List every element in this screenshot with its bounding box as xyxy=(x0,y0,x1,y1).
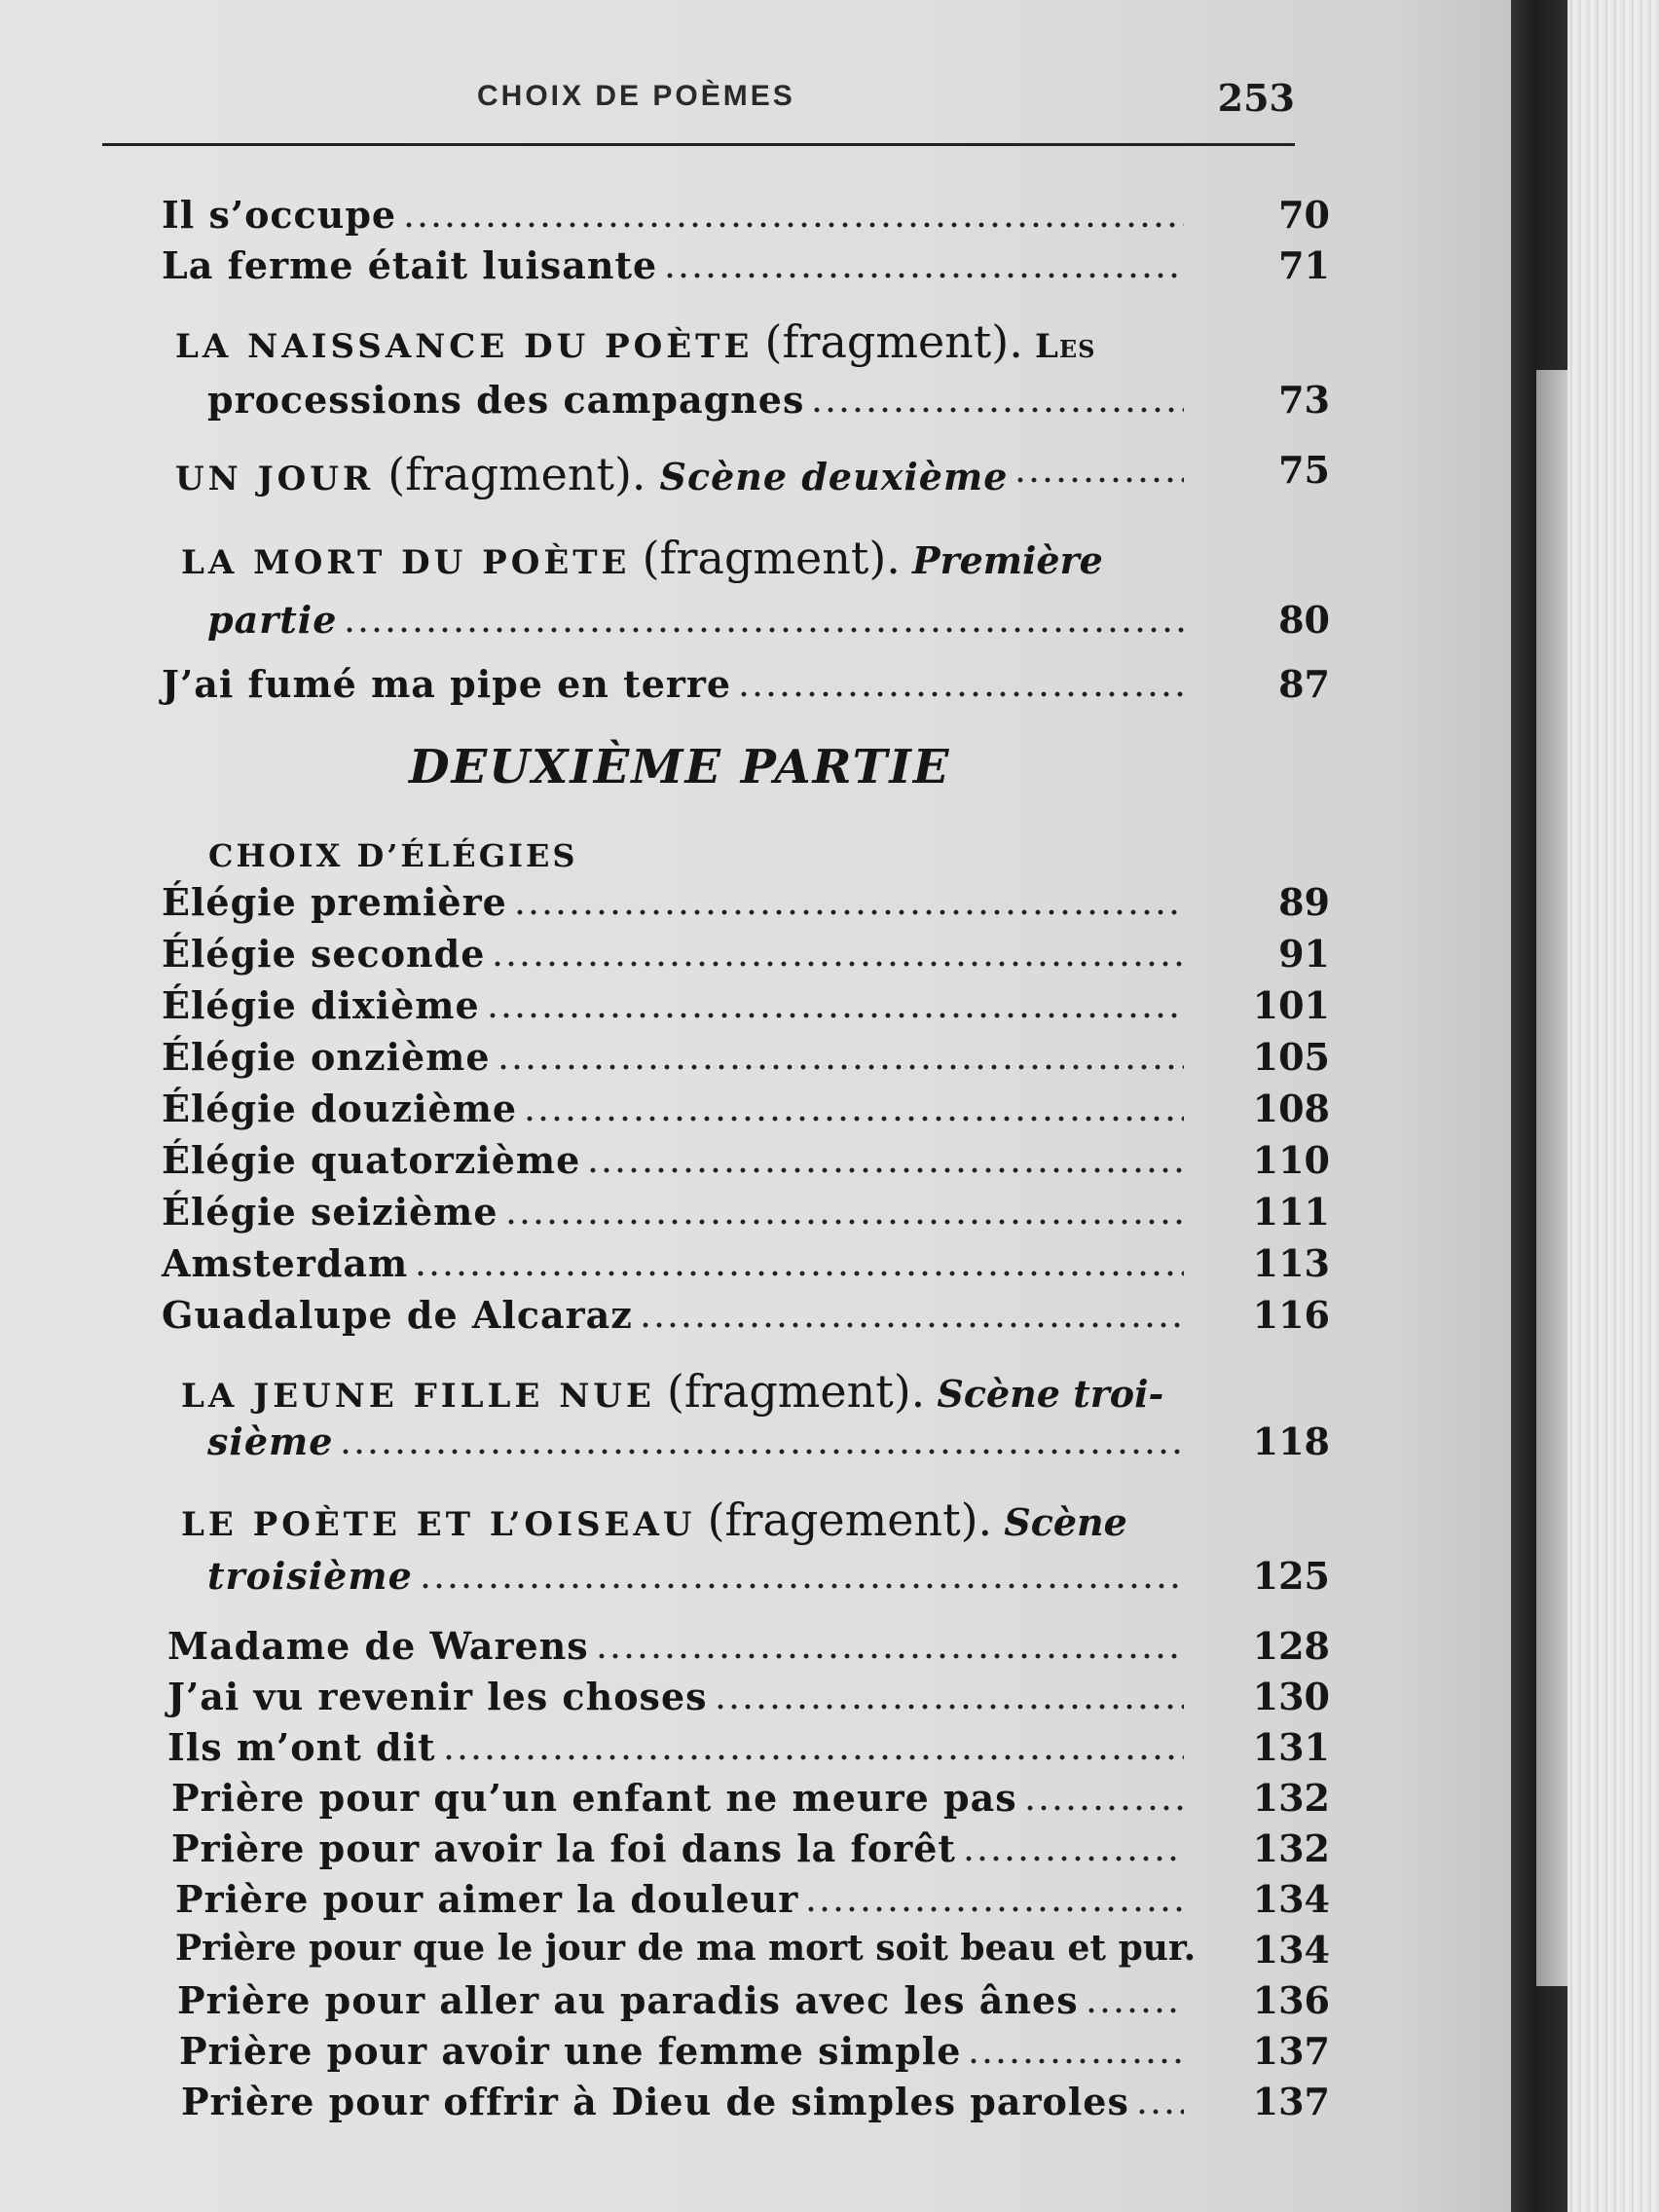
entry-page: 118 xyxy=(1252,1419,1330,1463)
entry-page: 136 xyxy=(1252,1978,1330,2022)
entry-title: Prière pour qu’un enfant ne meure pas xyxy=(171,1776,1017,1820)
entry-title: Élégie dixième xyxy=(162,983,480,1027)
toc-heading-line xyxy=(181,1365,1194,1419)
entry-title: Prière pour avoir une femme simple xyxy=(179,2029,962,2073)
work-title: LE POÈTE ET L’OISEAU xyxy=(181,1505,696,1544)
toc-entry xyxy=(207,598,1330,646)
leader-dots xyxy=(586,1167,1184,1173)
entry-title: Élégie seizième xyxy=(162,1190,498,1234)
leader-dots xyxy=(714,1704,1184,1710)
entry-page: 134 xyxy=(1252,1877,1330,1921)
toc-entry xyxy=(171,1776,1330,1825)
entry-title: Amsterdam xyxy=(162,1241,409,1285)
entry-title: J’ai vu revenir les choses xyxy=(167,1675,708,1718)
leader-dots xyxy=(497,1064,1184,1070)
leader-dots xyxy=(737,691,1184,697)
entry-title: Prière pour que le jour de ma mort soit beau et pur. xyxy=(175,1928,1197,1969)
toc-entry xyxy=(175,1877,1330,1926)
entry-title: Élégie onzième xyxy=(162,1035,491,1079)
toc-entry xyxy=(162,932,1330,980)
entry-page: 71 xyxy=(1278,243,1330,287)
toc-entry xyxy=(162,243,1330,292)
header-rule xyxy=(102,143,1295,146)
entry-title: Guadalupe de Alcaraz xyxy=(162,1293,633,1337)
entry-title: J’ai fumé ma pipe en terre xyxy=(162,662,732,706)
entry-page: 108 xyxy=(1252,1087,1330,1130)
leader-dots xyxy=(343,627,1184,633)
entry-page: 89 xyxy=(1278,880,1330,924)
entry-title: La ferme était luisante xyxy=(162,243,658,287)
entry-title: Madame de Warens xyxy=(167,1624,589,1668)
entry-title: Élégie quatorzième xyxy=(162,1138,581,1182)
entry-title: Prière pour avoir la foi dans la forêt xyxy=(171,1826,956,1870)
entry-title: Prière pour aller au paradis avec les ânes xyxy=(177,1978,1079,2022)
page-header xyxy=(102,70,1305,129)
toc-entry xyxy=(162,1087,1330,1135)
leader-dots xyxy=(1085,2008,1184,2013)
entry-page: 113 xyxy=(1252,1241,1330,1285)
toc-entry xyxy=(179,2029,1330,2078)
entry-page: 73 xyxy=(1278,378,1330,422)
entry-page: 91 xyxy=(1278,932,1330,976)
sub-heading: CHOIX D’ÉLÉGIES xyxy=(208,837,578,874)
toc-entry xyxy=(162,1293,1330,1342)
toc-entry xyxy=(167,1725,1330,1774)
leader-dots xyxy=(339,1449,1184,1455)
toc-entry xyxy=(162,193,1330,241)
leader-dots xyxy=(1014,477,1184,483)
toc-entry xyxy=(162,662,1330,711)
leader-dots xyxy=(491,961,1184,967)
toc-entry xyxy=(207,1419,1330,1468)
section-title: DEUXIÈME PARTIE xyxy=(409,740,951,794)
leader-dots xyxy=(663,273,1184,278)
leader-dots xyxy=(402,222,1184,228)
entry-page: 134 xyxy=(1252,1928,1330,1972)
entry-page: 80 xyxy=(1278,598,1330,642)
fragment-note: (fragment). xyxy=(666,1365,926,1418)
leader-dots xyxy=(442,1754,1184,1760)
leader-dots xyxy=(523,1116,1184,1122)
scene-note: Scène troi- xyxy=(937,1372,1164,1416)
scene-note: Scène deuxième xyxy=(659,455,1009,498)
book-cover-edge xyxy=(1567,0,1659,2212)
toc-entry xyxy=(167,1675,1330,1723)
page-number: 253 xyxy=(1217,76,1295,120)
toc-entry xyxy=(167,1624,1330,1673)
leader-dots xyxy=(967,2058,1184,2064)
toc-entry xyxy=(162,880,1330,929)
entry-page: 131 xyxy=(1252,1725,1330,1769)
entry-page: 137 xyxy=(1252,2029,1330,2073)
work-title: LA NAISSANCE DU POÈTE xyxy=(175,327,754,366)
entry-page: 137 xyxy=(1252,2080,1330,2123)
leader-dots xyxy=(595,1653,1184,1659)
work-title: UN JOUR xyxy=(175,460,375,498)
leader-dots xyxy=(962,1856,1184,1862)
leader-dots xyxy=(810,407,1184,413)
entry-page: 101 xyxy=(1252,983,1330,1027)
entry-title: partie xyxy=(207,598,338,642)
toc-entry xyxy=(162,1241,1330,1290)
entry-page: 132 xyxy=(1252,1776,1330,1820)
scene-note: Scène xyxy=(1004,1500,1127,1544)
entry-title: sième xyxy=(207,1419,334,1463)
leader-dots xyxy=(504,1219,1184,1225)
entry-page: 132 xyxy=(1252,1826,1330,1870)
fragment-note: (fragment). xyxy=(387,448,646,500)
toc-entry xyxy=(162,1138,1330,1187)
entry-title: processions des campagnes xyxy=(207,378,805,422)
fragment-note: (fragement). xyxy=(707,1493,993,1546)
entry-title: Ils m’ont dit xyxy=(167,1725,436,1769)
work-title: LA JEUNE FILLE NUE xyxy=(181,1377,655,1416)
continuation-text: Les xyxy=(1034,327,1096,366)
leader-dots xyxy=(486,1013,1184,1018)
toc-entry xyxy=(181,2080,1330,2128)
toc-entry xyxy=(162,1035,1330,1084)
leader-dots xyxy=(1023,1805,1184,1811)
toc-entry xyxy=(177,1978,1330,2027)
leader-dots xyxy=(414,1271,1184,1276)
leader-dots xyxy=(1135,2109,1184,2115)
toc-entry xyxy=(162,983,1330,1032)
entry-title: Élégie seconde xyxy=(162,932,486,976)
entry-page: 75 xyxy=(1278,448,1330,492)
entry-title: Élégie première xyxy=(162,880,507,924)
entry-page: 125 xyxy=(1252,1554,1330,1598)
entry-page: 105 xyxy=(1252,1035,1330,1079)
entry-title: Prière pour offrir à Dieu de simples paroles xyxy=(181,2080,1129,2123)
toc-entry xyxy=(162,1190,1330,1238)
entry-page: 110 xyxy=(1252,1138,1330,1182)
entry-page: 70 xyxy=(1278,193,1330,237)
fragment-note: (fragment). xyxy=(764,315,1023,368)
running-head: CHOIX DE POÈMES xyxy=(477,80,795,112)
entry-title: Prière pour aimer la douleur xyxy=(175,1877,799,1921)
toc-entry xyxy=(171,1826,1330,1875)
entry-title: troisième xyxy=(207,1554,413,1598)
entry-page: 87 xyxy=(1278,662,1330,706)
fragment-note: (fragment). xyxy=(642,532,901,584)
entry-page: 111 xyxy=(1252,1190,1330,1234)
entry-title: Élégie douzième xyxy=(162,1087,518,1130)
leader-dots xyxy=(513,909,1184,915)
entry-page: 128 xyxy=(1252,1624,1330,1668)
entry-title: Il s’occupe xyxy=(162,193,397,237)
leader-dots xyxy=(639,1322,1184,1328)
entry-page: 130 xyxy=(1252,1675,1330,1718)
scene-note: Première xyxy=(912,538,1103,582)
toc-entry xyxy=(175,1928,1330,1976)
entry-page: 116 xyxy=(1252,1293,1330,1337)
leader-dots xyxy=(419,1583,1184,1589)
toc-heading-line xyxy=(181,1493,1194,1548)
toc-heading-line xyxy=(175,315,1188,370)
leader-dots xyxy=(804,1906,1184,1912)
toc-entry xyxy=(175,448,1330,500)
toc-heading-line xyxy=(181,532,1194,586)
toc-entry xyxy=(207,1554,1330,1603)
work-title: LA MORT DU POÈTE xyxy=(181,543,631,582)
toc-entry xyxy=(207,378,1330,426)
